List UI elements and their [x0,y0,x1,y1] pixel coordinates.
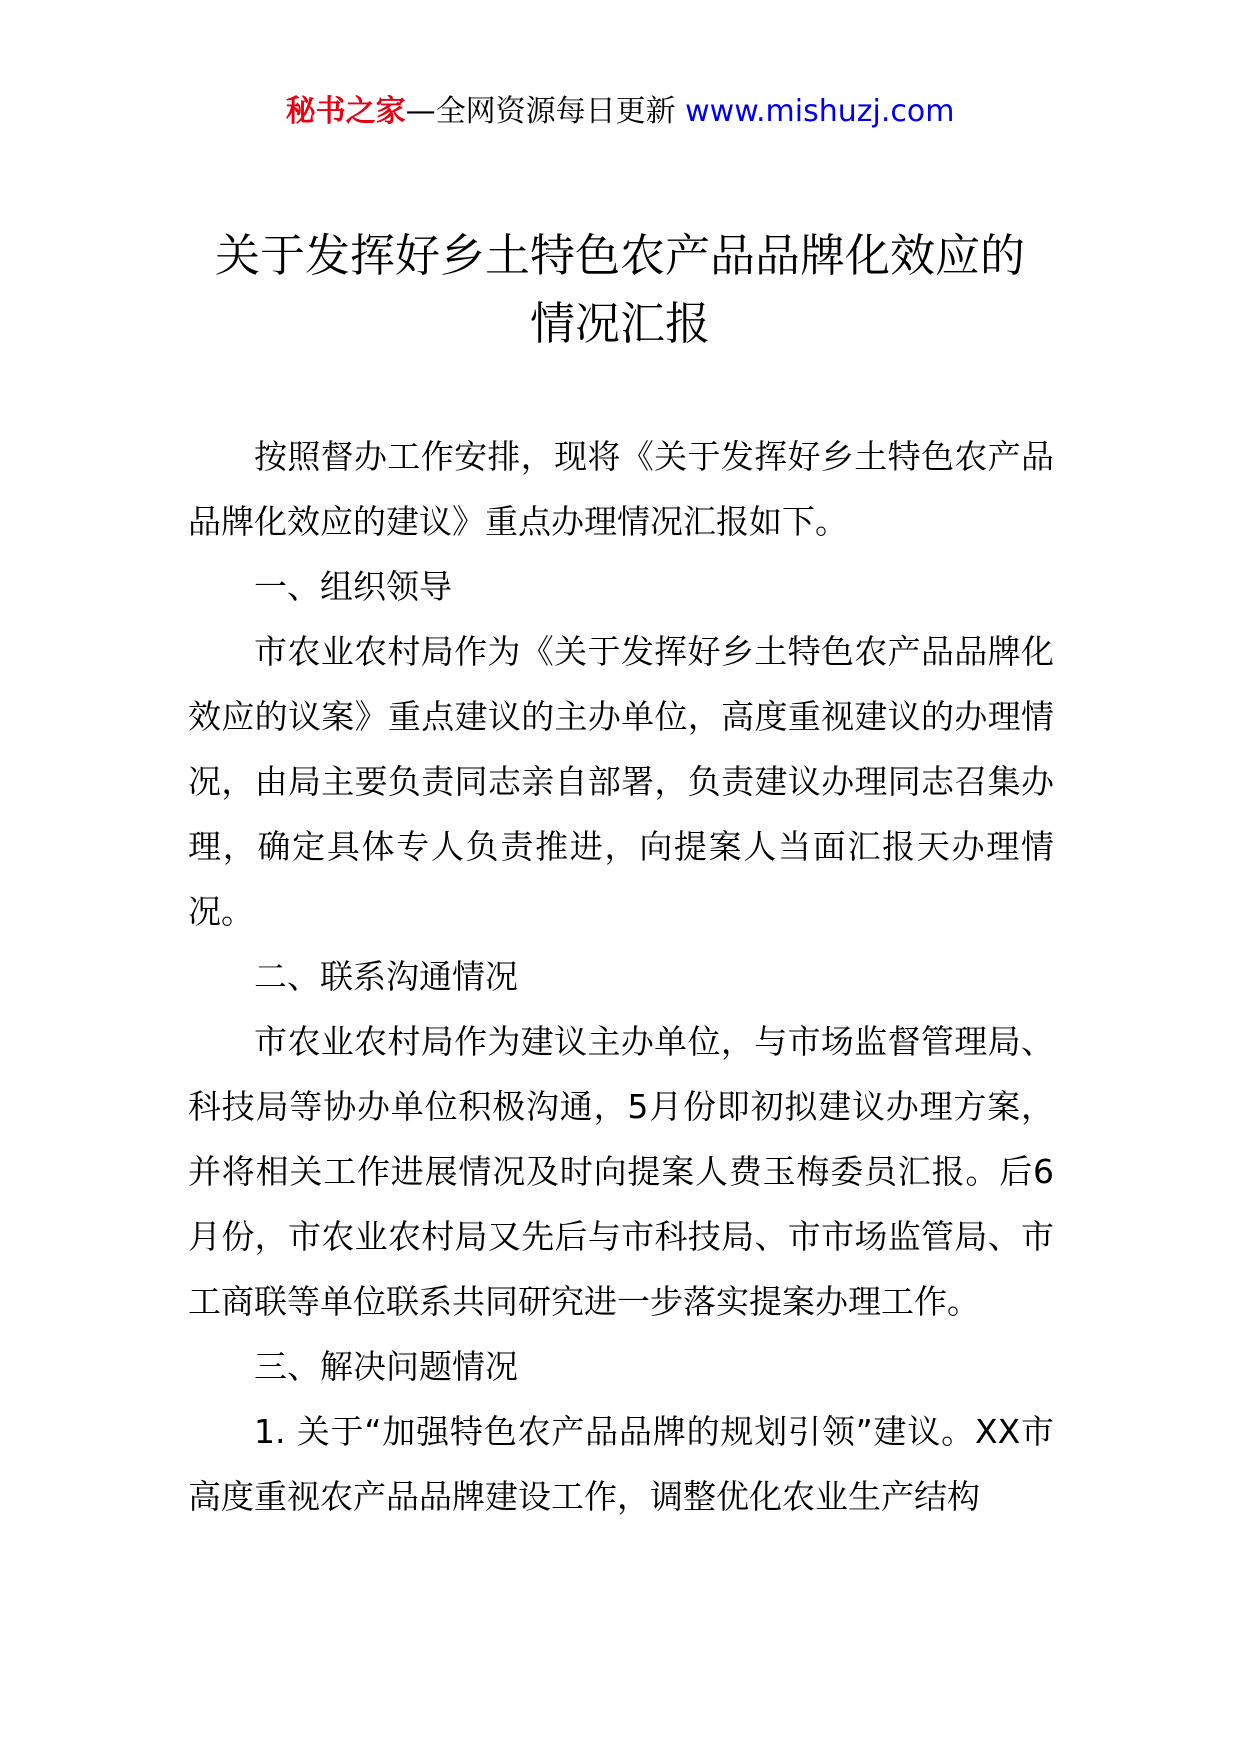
brand-name: 秘书之家 [285,94,406,129]
title-line-2: 情况汇报 [529,297,710,350]
intro-paragraph: 按照督办工作安排，现将《关于发挥好乡土特色农产品品牌化效应的建议》重点办理情况汇报如下。 [188,437,1054,541]
section-heading-3: 三、解决问题情况 [254,1347,518,1386]
document-body [188,424,1054,1529]
body-paragraph: 1. 关于“加强特色农产品品牌的规划引领”建议。XX市高度重视农产品品牌建设工作，调整优化农业生产结构 [188,1412,1054,1516]
document-title [0,222,1240,358]
section-heading-2: 二、联系沟通情况 [254,957,518,996]
body-paragraph: 市农业农村局作为建议主办单位，与市场监督管理局、科技局等协办单位积极沟通，5月份即初拟建议办理方案，并将相关工作进展情况及时向提案人费玉梅委员汇报。后6月份，市农业农村局又先后与市科技局、市市场监管局、市工商联等单位联系共同研究进一步落实提案办理工作。 [188,1022,1054,1321]
header-tagline: —全网资源每日更新 [405,94,686,129]
site-header [0,92,1240,132]
section-heading-1: 一、组织领导 [254,567,452,606]
body-paragraph: 市农业农村局作为《关于发挥好乡土特色农产品品牌化效应的议案》重点建议的主办单位，高度重视建议的办理情况，由局主要负责同志亲自部署，负责建议办理同志召集办理，确定具体专人负责推进，向提案人当面汇报天办理情况。 [188,632,1054,931]
site-url-link[interactable]: www.mishuzj.com [685,94,955,129]
title-line-1: 关于发挥好乡土特色农产品品牌化效应的 [214,229,1025,282]
